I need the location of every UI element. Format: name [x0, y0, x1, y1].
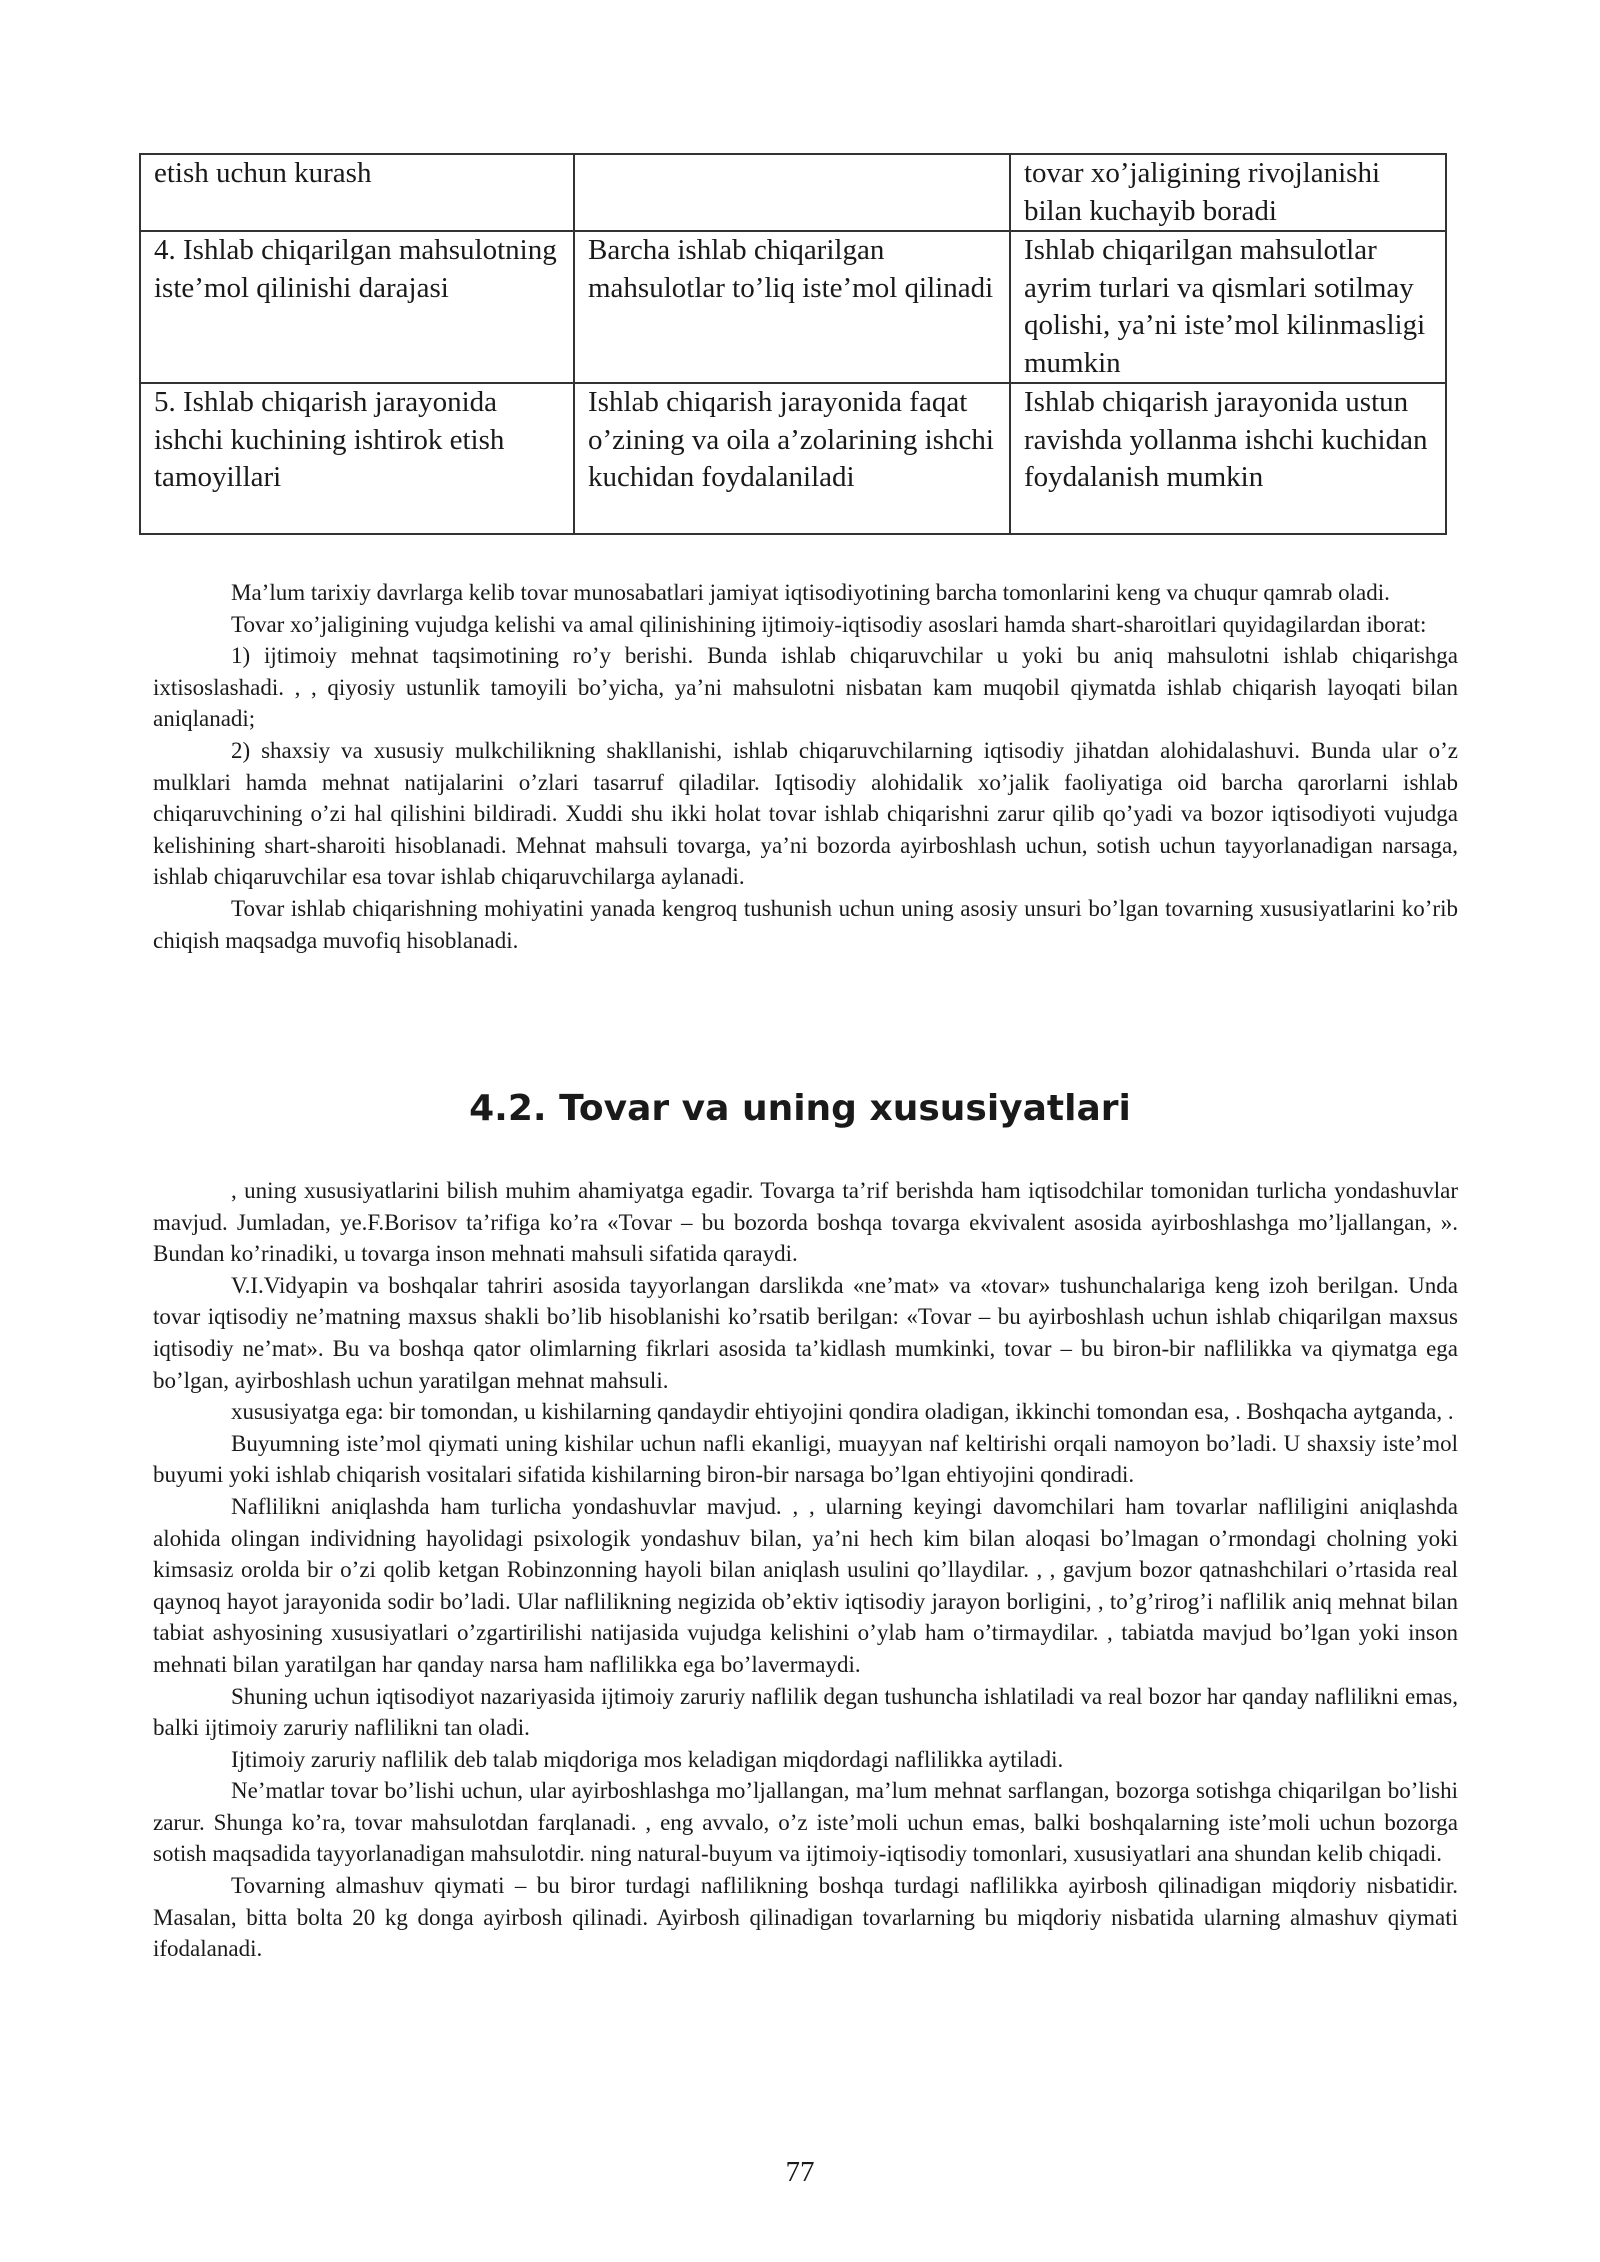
table-cell: Ishlab chiqarish jarayonida faqat o’zining va oila a’zolarining ishchi kuchidan foydalaniladi — [574, 383, 1010, 534]
table-cell: 4. Ishlab chiqarilgan mahsulotning iste’mol qilinishi darajasi — [140, 231, 574, 383]
paragraph: xususiyatga ega: bir tomondan, u kishilarning qandaydir ehtiyojini qondira oladigan, ikkinchi tomondan esa, . Boshqacha aytganda, . — [231, 1399, 1454, 1425]
paragraph: , uning xususiyatlarini bilish muhim ahamiyatga egadir. Tovarga ta’rif berishda ham iqtisodchilar tomonidan turlicha yondashuvlar mavjud. Jumladan, ye.F.Borisov ta’rifiga ko’ra «Tovar – bu bozorda boshqa tovarga ekvivalent asosida ayirboshlashga mo’ljallangan, ». Bundan ko’rinadiki, u tovarga inson mehnati mahsuli sifatida qaraydi. — [153, 1178, 1458, 1267]
table-cell — [574, 154, 1010, 231]
section-text — [153, 1175, 1458, 1965]
intro-text — [153, 577, 1458, 956]
comparison-table — [139, 153, 1447, 535]
paragraph: Shuning uchun iqtisodiyot nazariyasida ijtimoiy zaruriy naflilik degan tushuncha ishlatiladi va real bozor har qanday naflilikni emas, balki ijtimoiy zaruriy naflilikni tan oladi. — [153, 1683, 1458, 1741]
paragraph: Ne’matlar tovar bo’lishi uchun, ular ayirboshlashga mo’ljallangan, ma’lum mehnat sarflangan, bozorga sotishga chiqarilgan bo’lishi zarur. Shunga ko’ra, tovar mahsulotdan farqlanadi. , eng avvalo, o’z iste’moli uchun emas, balki boshqalarning iste’moli uchun bozorga sotish maqsadida tayyorlanadigan mahsulotdir. ning natural-buyum va ijtimoiy-iqtisodiy tomonlari, xususiyatlari ana shundan kelib chiqadi. — [153, 1778, 1458, 1867]
table-cell: tovar xo’jaligining rivojlanishi bilan kuchayib boradi — [1010, 154, 1446, 231]
table-cell: Ishlab chiqarish jarayonida ustun ravishda yollanma ishchi kuchidan foydalanish mumkin — [1010, 383, 1446, 534]
paragraph: V.I.Vidyapin va boshqalar tahriri asosida tayyorlangan darslikda «ne’mat» va «tovar» tushunchalariga keng izoh berilgan. Unda tovar iqtisodiy ne’matning maxsus shakli bo’lib hisoblanishi ko’rsatib berilgan: «Tovar – bu ayirboshlash uchun ishlab chiqarilgan maxsus iqtisodiy ne’mat». Bu va boshqa qator olimlarning fikrlari asosida ta’kidlash mumkinki, tovar – bu biron-bir naflilikka va qiymatga ega bo’lgan, ayirboshlash uchun yaratilgan mehnat mahsuli. — [153, 1272, 1458, 1393]
page-number: 77 — [785, 2156, 815, 2188]
table-row — [140, 154, 1446, 231]
table-cell: etish uchun kurash — [140, 154, 574, 231]
paragraph: Tovar ishlab chiqarishning mohiyatini yanada kengroq tushunish uchun uning asosiy unsuri bo’lgan tovarning xususiyatlarini ko’rib chiqish maqsadga muvofiq hisoblanadi. — [153, 895, 1458, 953]
table-row — [140, 231, 1446, 383]
paragraph: 1) ijtimoiy mehnat taqsimotining ro’y berishi. Bunda ishlab chiqaruvchilar u yoki bu aniq mahsulotni ishlab chiqarishga ixtisoslashadi. , , qiyosiy ustunlik tamoyili bo’yicha, ya’ni mahsulotni nisbatan kam muqobil qiymatda ishlab chiqarish layoqati bilan aniqlanadi; — [153, 643, 1458, 732]
paragraph: 2) shaxsiy va xususiy mulkchilikning shakllanishi, ishlab chiqaruvchilarning iqtisodiy jihatdan alohidalashuvi. Bunda ular o’z mulklari hamda mehnat natijalarini o’zlari tasarruf qiladilar. Iqtisodiy alohidalik xo’jalik faoliyatiga oid barcha qarorlarni ishlab chiqaruvchining o’zi hal qilishini bildiradi. Xuddi shu ikki holat tovar ishlab chiqarishni zarur qilib qo’yadi va bozor iqtisodiyoti vujudga kelishining shart-sharoiti hisoblanadi. Mehnat mahsuli tovarga, ya’ni bozorda ayirboshlash uchun, sotish uchun tayyorlanadigan narsaga, ishlab chiqaruvchilar esa tovar ishlab chiqaruvchilarga aylanadi. — [153, 737, 1458, 890]
paragraph: Tovar xo’jaligining vujudga kelishi va amal qilinishining ijtimoiy-iqtisodiy asoslari hamda shart-sharoitlari quyidagilardan iborat: — [231, 611, 1427, 637]
paragraph: Ijtimoiy zaruriy naflilik deb talab miqdoriga mos keladigan miqdordagi naflilikka aytiladi. — [231, 1746, 1064, 1772]
paragraph: Buyumning iste’mol qiymati uning kishilar uchun nafli ekanligi, muayyan naf keltirishi orqali namoyon bo’ladi. U shaxsiy iste’mol buyumi yoki ishlab chiqarish vositalari sifatida kishilarning biron-bir narsaga bo’lgan ehtiyojini qondiradi. — [153, 1430, 1458, 1488]
paragraph: Ma’lum tarixiy davrlarga kelib tovar munosabatlari jamiyat iqtisodiyotining barcha tomonlarini keng va chuqur qamrab oladi. — [231, 580, 1390, 605]
paragraph: Tovarning almashuv qiymati – bu biror turdagi naflilikning boshqa turdagi naflilikka ayirbosh qilinadigan miqdoriy nisbatidir. Masalan, bitta bolta 20 kg donga ayirbosh qilinadi. Ayirbosh qilinadigan tovarlarning bu miqdoriy nisbatida ularning almashuv qiymati ifodalanadi. — [153, 1873, 1458, 1962]
paragraph: Naflilikni aniqlashda ham turlicha yondashuvlar mavjud. , , ularning keyingi davomchilari ham tovarlar nafliligini aniqlashda alohida olingan individning hayolidagi psixologik yondashuv bilan, ya’ni hech kim bilan aloqasi bo’lmagan o’rmondagi cholning yoki kimsasiz orolda bir o’zi qolib ketgan Robinzonning hayoli bilan aniqlash usulini qo’llaydilar. , , gavjum bozor qatnashchilari o’rtasida real qaynoq hayot jarayonida sodir bo’ladi. Ular naflilikning negizida ob’ektiv iqtisodiy jarayon borligini, , to’g’rirog’i naflilik aniq mehnat bilan tabiat ashyosining xususiyatlari o’zgartirilishi natijasida vujudga kelishini o’ylab ham o’tirmaydilar. , tabiatda mavjud bo’lgan yoki inson mehnati bilan yaratilgan har qanday narsa ham naflilikka ega bo’lavermaydi. — [153, 1493, 1458, 1677]
table-cell: Barcha ishlab chiqarilgan mahsulotlar to’liq iste’mol qilinadi — [574, 231, 1010, 383]
table-cell: 5. Ishlab chiqarish jarayonida ishchi kuchining ishtirok etish tamoyillari — [140, 383, 574, 534]
section-heading: 4.2. Tovar va uning xususiyatlari — [469, 1088, 1131, 1129]
table-cell: Ishlab chiqarilgan mahsulotlar ayrim turlari va qismlari sotilmay qolishi, ya’ni iste’mol kilinmasligi mumkin — [1010, 231, 1446, 383]
table-row — [140, 383, 1446, 534]
